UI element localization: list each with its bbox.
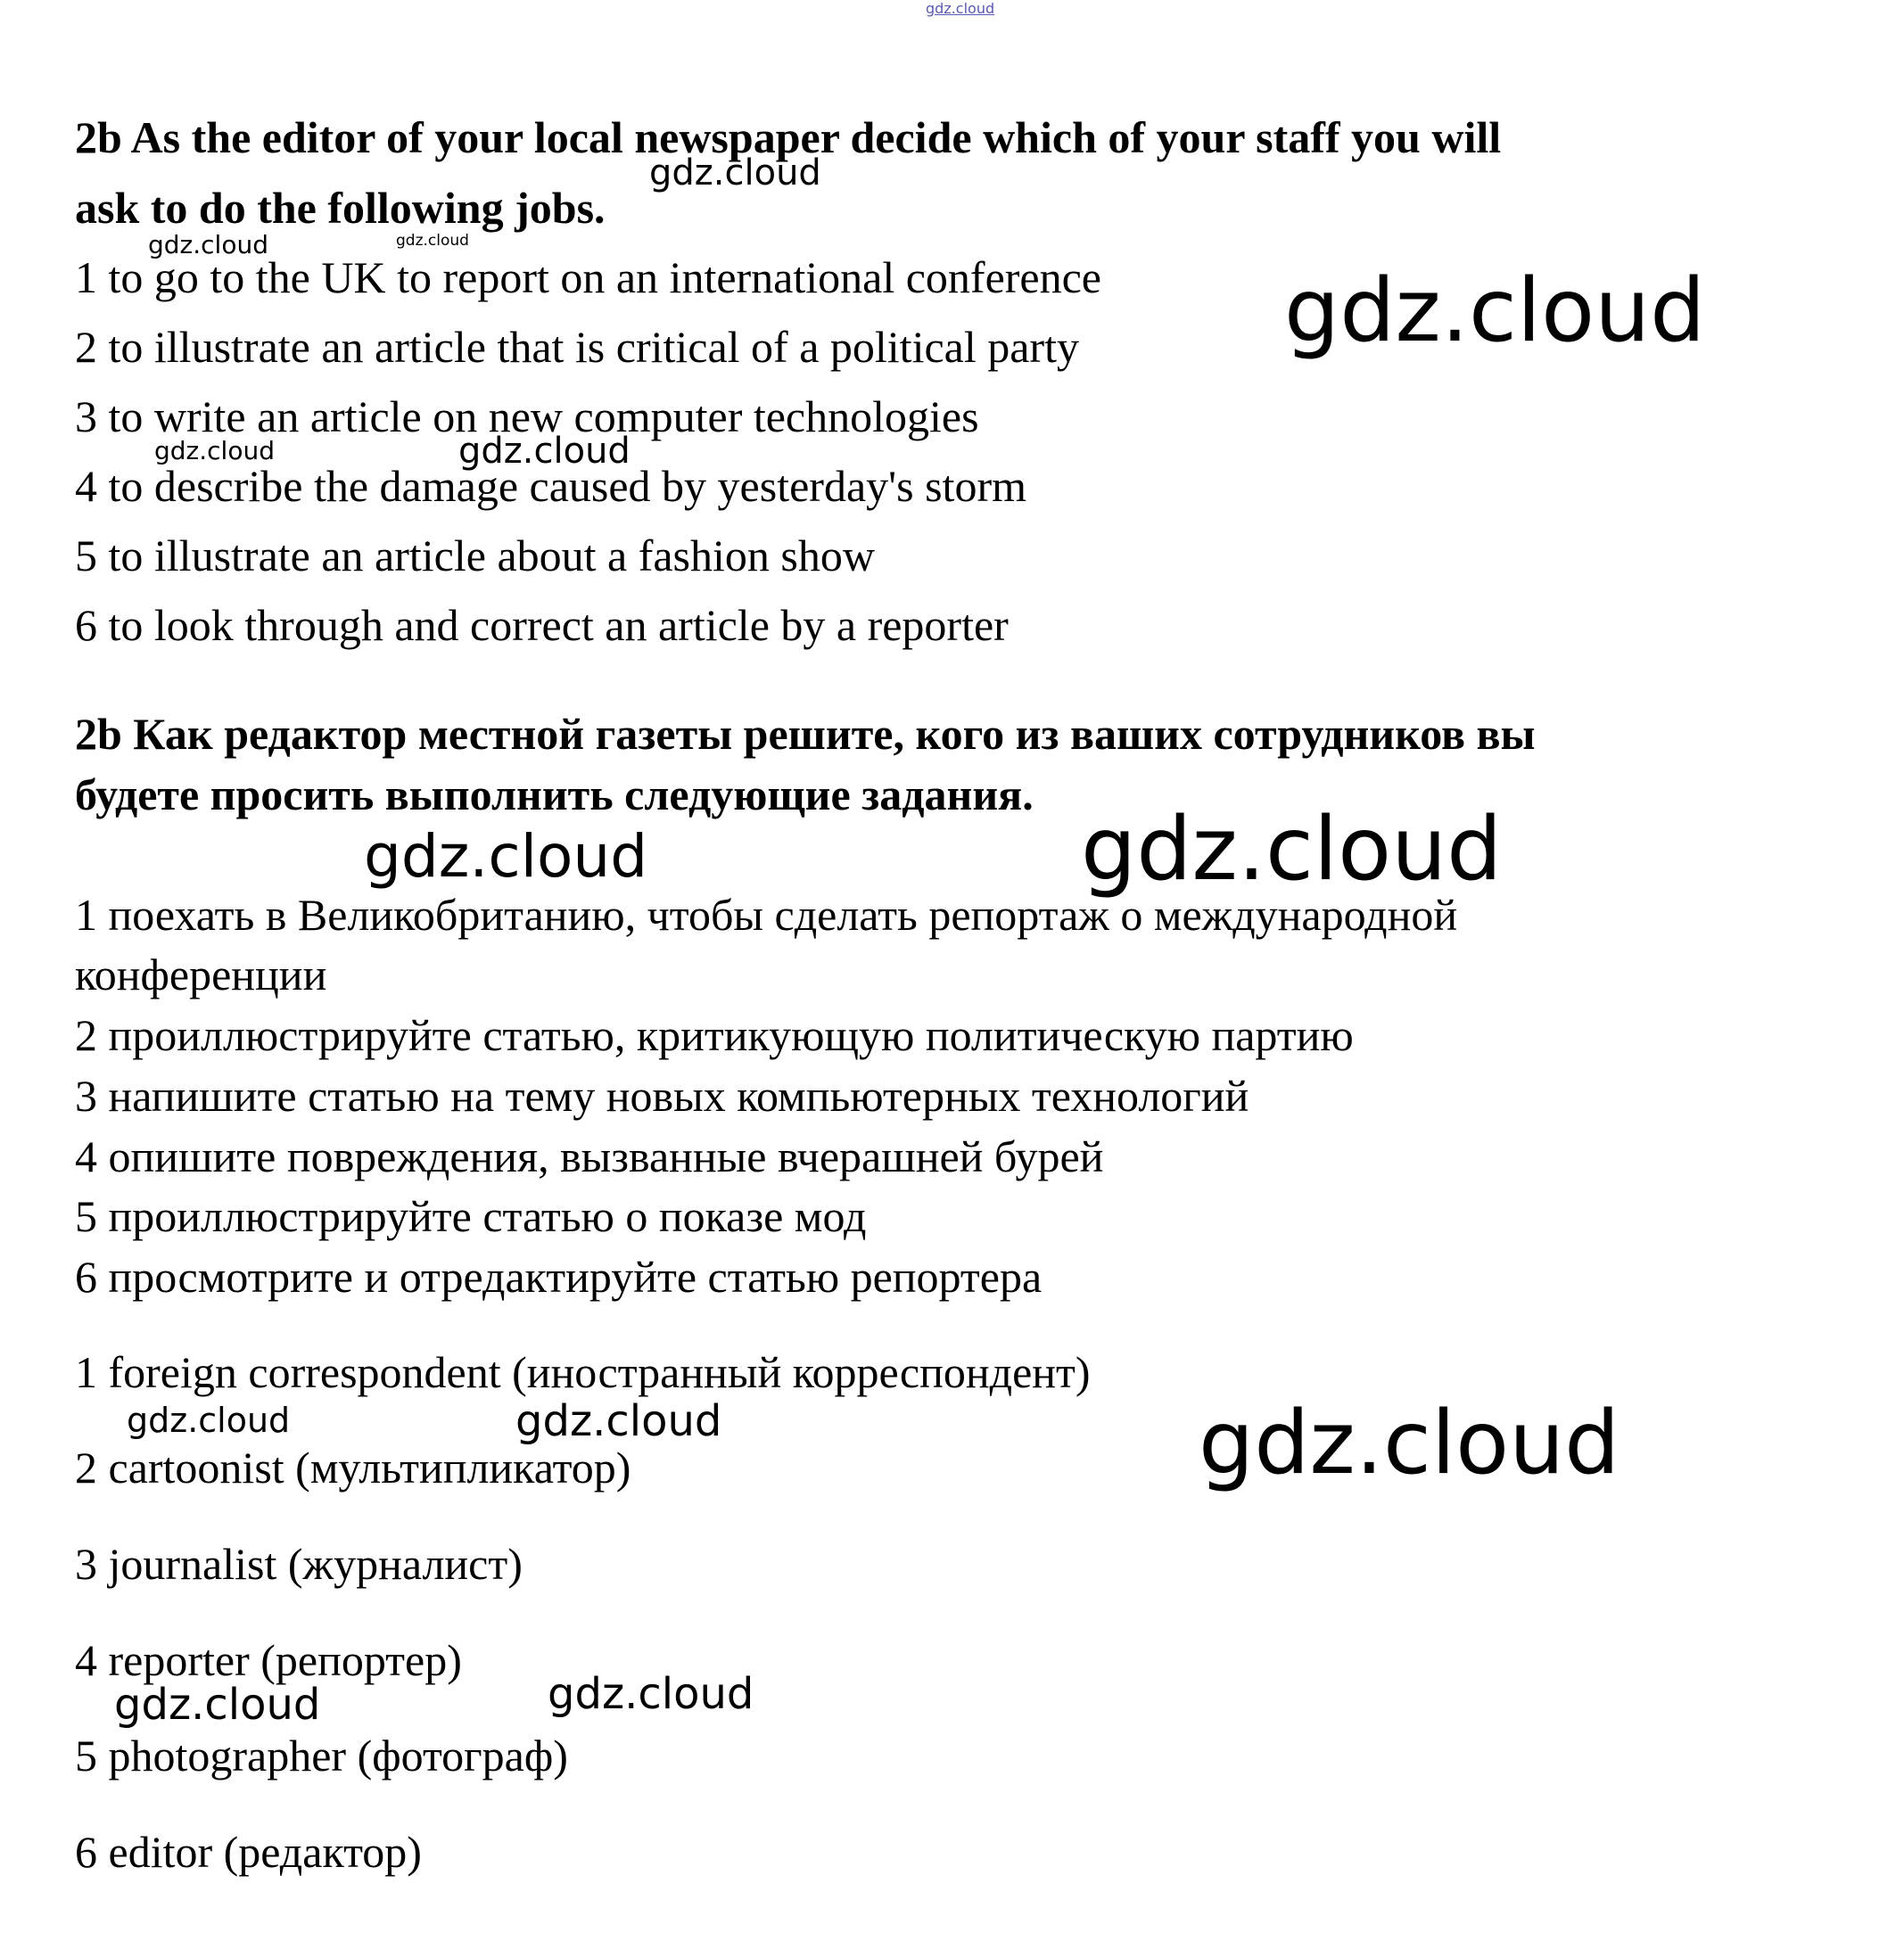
answer-item: 4 reporter (репортер) [75,1635,462,1685]
watermark: gdz.cloud [396,232,469,250]
task-en-item: 2 to illustrate an article that is critical of a political party [75,322,1079,372]
watermark: gdz.cloud [148,230,268,259]
watermark: gdz.cloud [548,1669,754,1719]
watermark: gdz.cloud [1199,1393,1620,1494]
task-en-item: 5 to illustrate an article about a fashion show [75,530,875,580]
watermark: gdz.cloud [364,822,648,891]
task-ru-item: конференции [75,950,327,999]
task-en-item: 6 to look through and correct an article by a reporter [75,600,1009,650]
answer-item: 5 photographer (фотограф) [75,1731,568,1781]
watermark: gdz.cloud [649,152,821,193]
watermark: gdz.cloud [127,1401,291,1440]
answer-item: 1 foreign correspondent (иностранный корреспондент) [75,1347,1091,1397]
watermark: gdz.cloud [1284,260,1706,362]
header-source-link[interactable]: gdz.cloud [926,0,995,17]
task-en-item: 3 to write an article on new computer technologies [75,391,979,441]
task-ru-item: 2 проиллюстрируйте статью, критикующую политическую партию [75,1010,1354,1060]
task-en-heading-line: 2b As the editor of your local newspaper decide which of your staff you will [75,112,1502,162]
task-ru-item: 5 проиллюстрируйте статью о показе мод [75,1191,867,1241]
task-ru-heading-line: 2b Как редактор местной газеты решите, кого из ваших сотрудников вы [75,709,1536,759]
watermark: gdz.cloud [1081,799,1503,901]
watermark: gdz.cloud [515,1396,722,1446]
watermark: gdz.cloud [154,436,275,465]
task-ru-item: 1 поехать в Великобританию, чтобы сделать репортаж о международной [75,890,1458,940]
answer-item: 2 cartoonist (мультипликатор) [75,1443,631,1493]
task-en-item: 1 to go to the UK to report on an international conference [75,252,1102,302]
watermark: gdz.cloud [114,1680,321,1730]
task-ru-item: 6 просмотрите и отредактируйте статью репортера [75,1252,1043,1302]
task-ru-item: 3 напишите статью на тему новых компьютерных технологий [75,1071,1249,1121]
task-ru-heading-line: будете просить выполнить следующие задания. [75,769,1034,819]
task-ru-item: 4 опишите повреждения, вызванные вчерашней бурей [75,1131,1104,1181]
task-en-heading-line: ask to do the following jobs. [75,183,606,233]
watermark: gdz.cloud [458,431,631,472]
answer-item: 3 journalist (журналист) [75,1539,523,1589]
answer-item: 6 editor (редактор) [75,1827,422,1877]
task-en-item: 4 to describe the damage caused by yesterday's storm [75,461,1026,511]
